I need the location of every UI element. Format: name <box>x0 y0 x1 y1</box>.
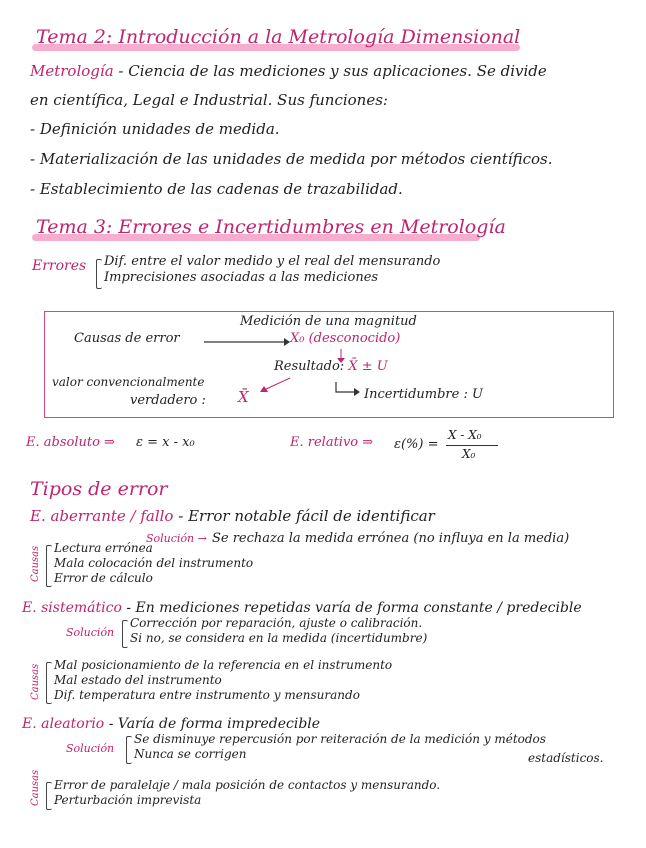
tipos-title: Tipos de error <box>30 478 168 500</box>
aleatorio-causa: Error de paralelaje / mala posición de contactos y mensurando. <box>54 778 441 792</box>
aleatorio-solucion-tail: estadísticos. <box>528 751 604 765</box>
sistematico-desc: - En mediciones repetidas varía de forma constante / predecible <box>126 600 582 616</box>
aberrante-causas-label: Causas <box>30 545 41 582</box>
aleatorio-label: E. aleatorio <box>22 716 105 732</box>
arrow-right-icon <box>204 337 290 347</box>
relativo-lhs: ε(%) = <box>394 437 439 452</box>
errores-def-2: Imprecisiones asociadas a las mediciones <box>104 270 379 285</box>
function-item: - Materialización de las unidades de medida por métodos científicos. <box>30 150 553 168</box>
function-item: - Definición unidades de medida. <box>30 120 280 138</box>
sistematico-causa: Dif. temperatura entre instrumento y mensurando <box>54 688 360 702</box>
aleatorio-row <box>22 716 320 732</box>
sistematico-causa: Mal posicionamiento de la referencia en el instrumento <box>54 658 393 672</box>
sistematico-causas-label: Causas <box>30 663 41 700</box>
relativo-label: E. relativo ⇒ <box>290 435 374 450</box>
x0-label <box>290 331 400 346</box>
arrow-hook-icon <box>332 382 360 398</box>
absoluto-eq: ε = x - x₀ <box>136 435 195 450</box>
aberrante-desc: - Error notable fácil de identificar <box>178 507 435 525</box>
aberrante-solucion-row <box>146 527 569 546</box>
aberrante-label: E. aberrante / fallo <box>30 507 174 525</box>
sistematico-row <box>22 600 582 616</box>
aberrante-causa: Lectura errónea <box>54 541 153 555</box>
aberrante-solucion-label: Solución → <box>146 532 207 545</box>
aleatorio-solucion-label: Solución <box>66 742 115 755</box>
aberrante-causa: Mala colocación del instrumento <box>54 556 254 570</box>
metrologia-term: Metrología <box>30 62 114 80</box>
aleatorio-causas-label: Causas <box>30 769 41 806</box>
aleatorio-desc: - Varía de forma impredecible <box>108 716 321 732</box>
tema2-definition-line1 <box>30 62 547 80</box>
arrow-left-down-icon <box>258 376 292 394</box>
valor-line1: valor convencionalmente <box>52 375 205 389</box>
aleatorio-causa: Perturbación imprevista <box>54 793 202 807</box>
sistematico-solucion-label: Solución <box>66 626 115 639</box>
sistematico-label: E. sistemático <box>22 600 122 616</box>
incertidumbre-label: Incertidumbre : U <box>364 387 483 402</box>
aleatorio-solucion: Se disminuye repercusión por reiteración de la medición y métodos <box>134 732 546 746</box>
relativo-den: X₀ <box>462 447 476 461</box>
resultado-row <box>274 359 388 374</box>
x0-value: X₀ (desconocido) <box>290 331 401 346</box>
function-item: - Establecimiento de las cadenas de trazabilidad. <box>30 180 403 198</box>
aberrante-row <box>30 507 435 525</box>
sistematico-solucion: Corrección por reparación, ajuste o calibración. <box>130 616 423 630</box>
aberrante-solucion: Se rechaza la medida errónea (no influya en la media) <box>211 531 570 546</box>
errores-label: Errores <box>32 258 87 274</box>
xbar-value: X̄ <box>238 388 249 406</box>
aberrante-causa: Error de cálculo <box>54 571 153 585</box>
sistematico-solucion: Si no, se considera en la medida (incertidumbre) <box>130 631 428 645</box>
tema3-title: Tema 3: Errores e Incertidumbres en Metrología <box>36 216 506 238</box>
absoluto-label: E. absoluto ⇒ <box>26 435 115 450</box>
medicion-label: Medición de una magnitud <box>240 314 417 329</box>
tema2-definition-line2: en científica, Legal e Industrial. Sus funciones: <box>30 91 388 109</box>
resultado-eq: X̄ ± U <box>348 359 388 374</box>
aleatorio-solucion: Nunca se corrigen <box>134 747 247 761</box>
errores-def-1: Dif. entre el valor medido y el real del mensurando <box>104 254 441 269</box>
sistematico-causa: Mal estado del instrumento <box>54 673 222 687</box>
tema2-title: Tema 2: Introducción a la Metrología Dimensional <box>36 26 521 48</box>
resultado-label: Resultado: <box>274 359 345 374</box>
relativo-num: X - X₀ <box>448 428 482 442</box>
causas-label: Causas de error <box>74 331 180 346</box>
metrologia-definition: - Ciencia de las mediciones y sus aplicaciones. Se divide <box>118 62 547 80</box>
valor-line2: verdadero : <box>130 393 206 408</box>
